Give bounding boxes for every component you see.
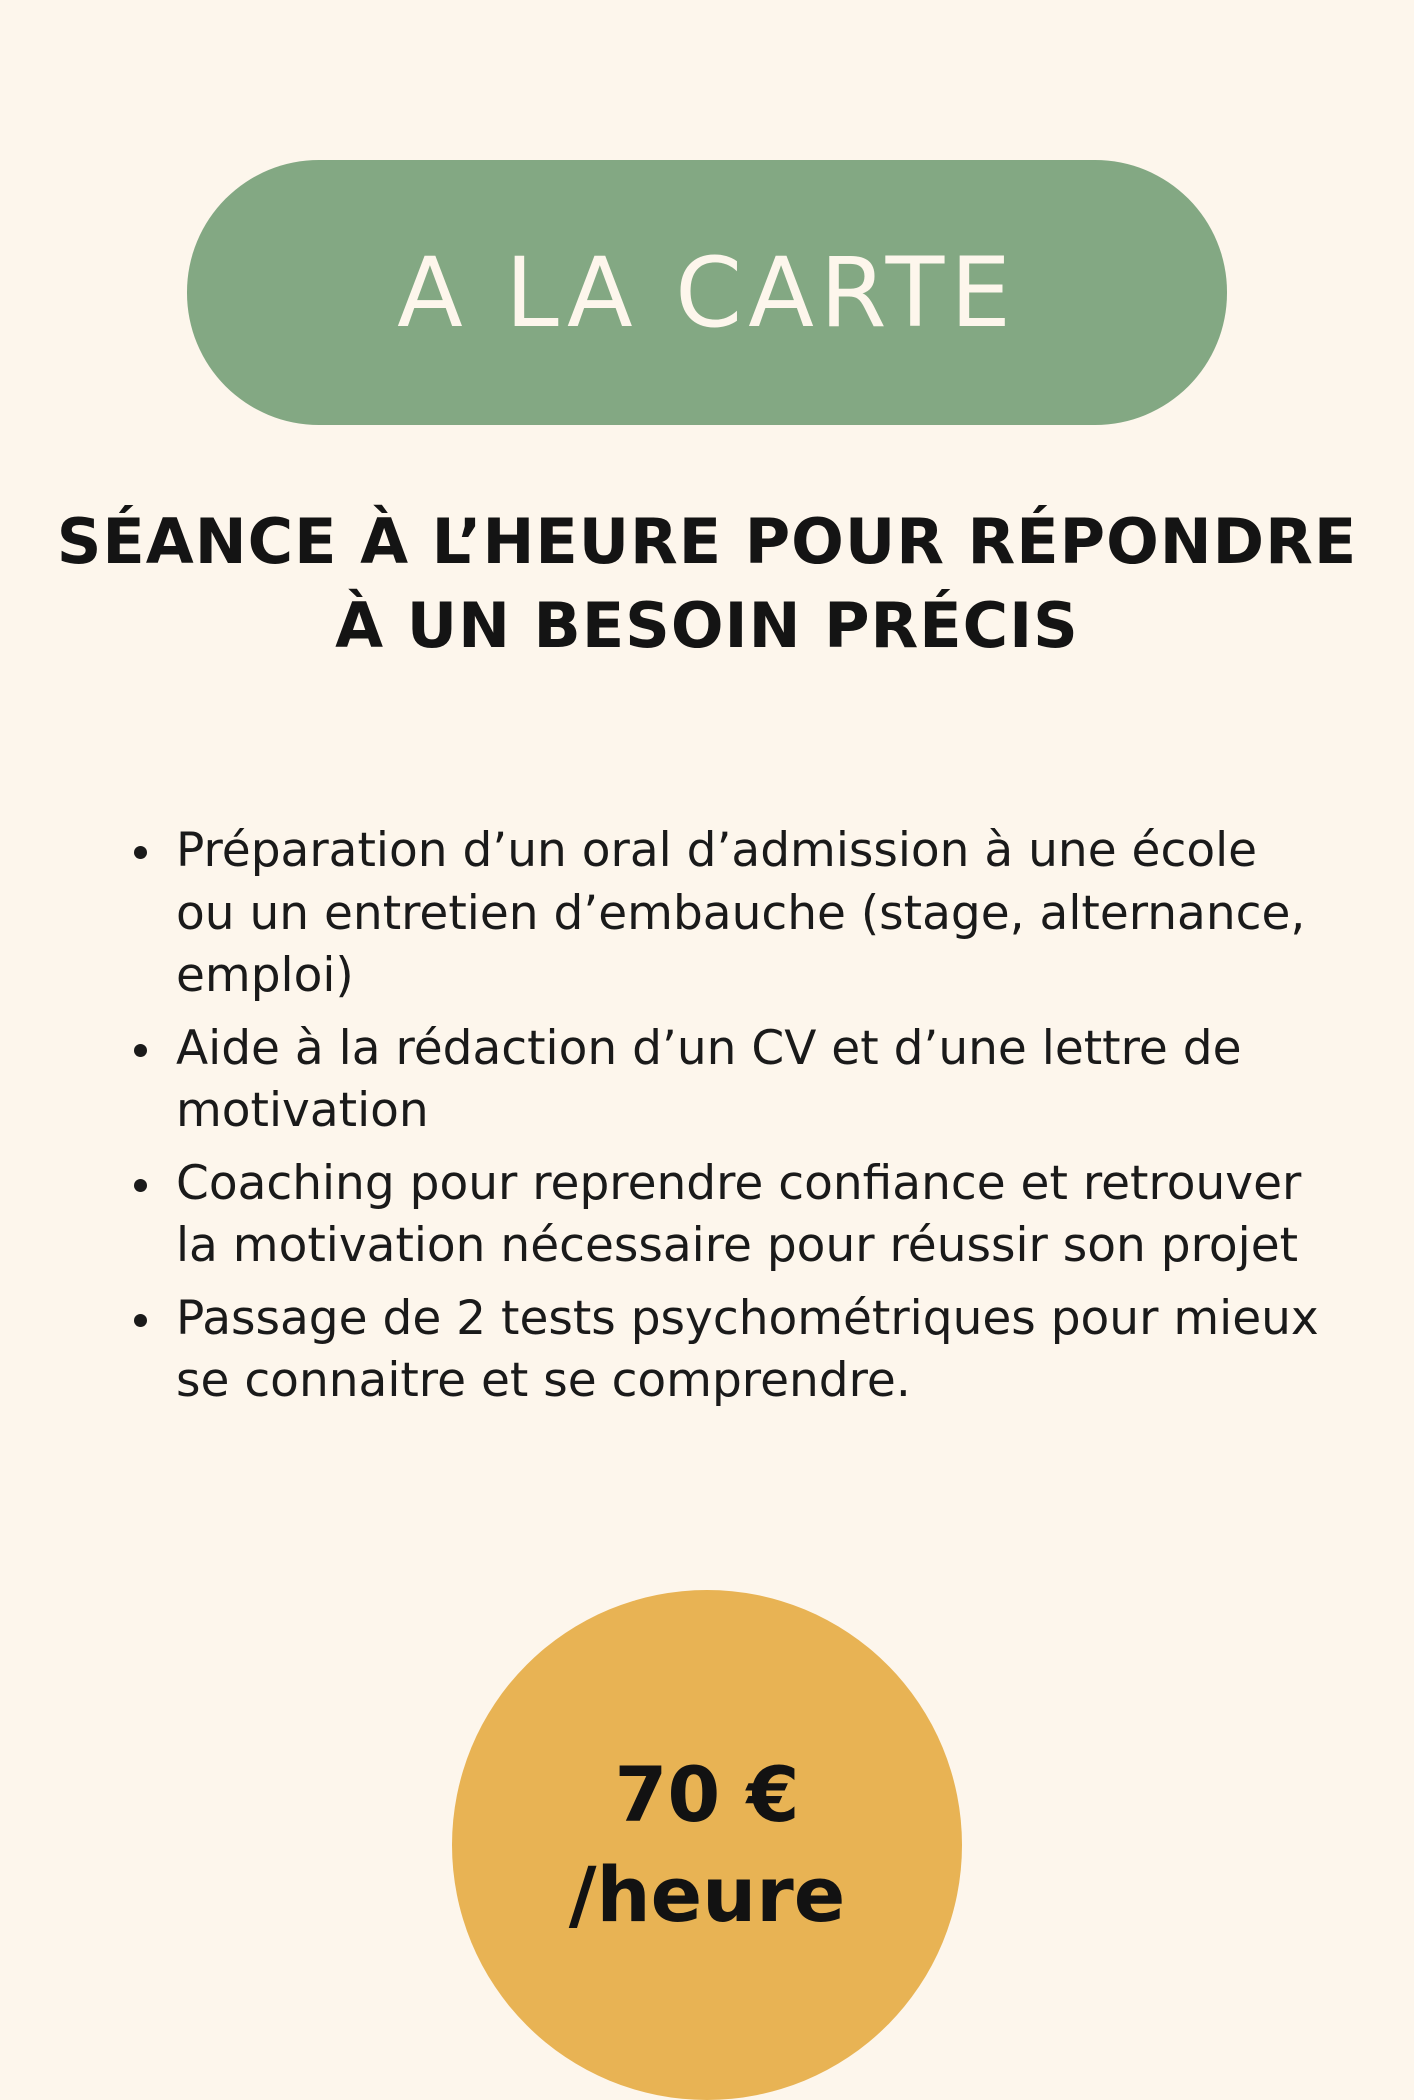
plan-badge-label: A LA CARTE bbox=[397, 236, 1017, 349]
list-item bbox=[120, 1288, 1320, 1413]
list-item-label: Passage de 2 tests psychométriques pour mieux se connaitre et se comprendre. bbox=[176, 1290, 1319, 1408]
feature-list bbox=[120, 820, 1320, 1423]
price-badge bbox=[452, 1590, 962, 2100]
plan-badge bbox=[187, 160, 1227, 425]
list-item bbox=[120, 820, 1320, 1008]
page-subtitle: SÉANCE À L’HEURE POUR RÉPONDRE À UN BESOIN PRÉCIS bbox=[56, 505, 1358, 662]
bullet-dot-icon bbox=[134, 1179, 147, 1192]
list-item bbox=[120, 1153, 1320, 1278]
list-item-label: Préparation d’un oral d’admission à une école ou un entretien d’embauche (stage, alternance, emploi) bbox=[176, 823, 1306, 1003]
bullet-dot-icon bbox=[134, 846, 147, 859]
list-item-label: Coaching pour reprendre confiance et retrouver la motivation nécessaire pour réussir son projet bbox=[176, 1155, 1302, 1273]
badge-container bbox=[0, 160, 1414, 425]
list-item-label: Aide à la rédaction d’un CV et d’une lettre de motivation bbox=[176, 1020, 1242, 1138]
bullet-dot-icon bbox=[134, 1044, 147, 1057]
list-item bbox=[120, 1018, 1320, 1143]
price-unit: /heure bbox=[568, 1850, 846, 1939]
bullet-dot-icon bbox=[134, 1314, 147, 1327]
price-amount: 70 € bbox=[614, 1750, 800, 1839]
